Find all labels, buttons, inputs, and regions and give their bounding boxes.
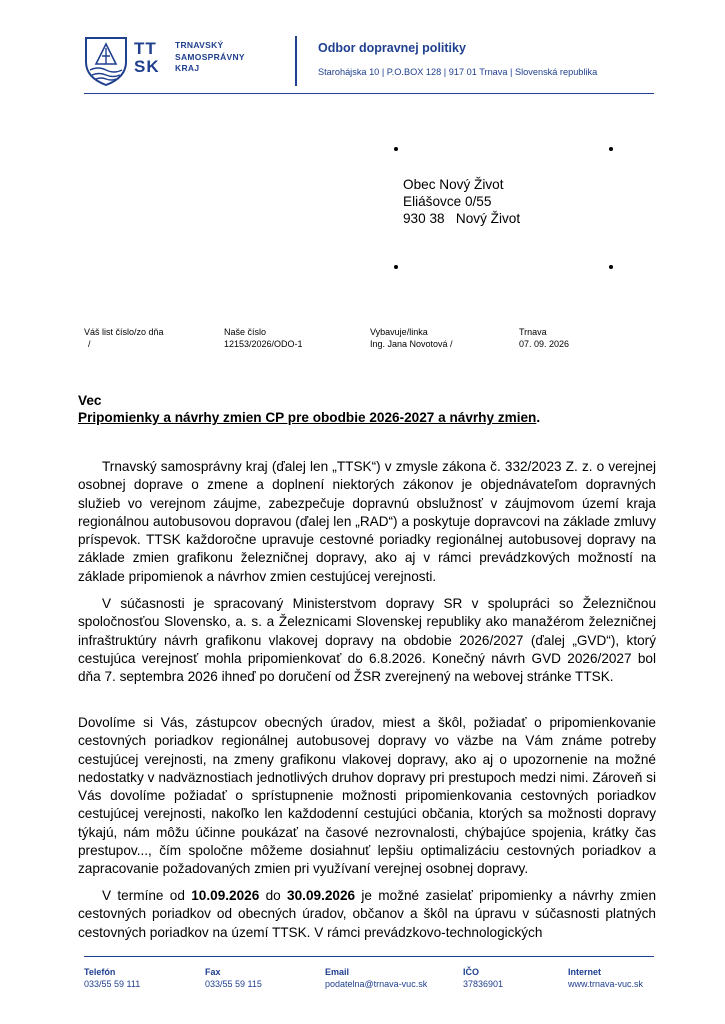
logo-wordmark bbox=[175, 40, 245, 75]
body-paragraph-1 bbox=[78, 458, 656, 586]
logo-line-2: SAMOSPRÁVNY bbox=[175, 51, 245, 62]
header-divider bbox=[295, 36, 297, 86]
subject-text: Pripomienky a návrhy zmien CP pre obodbie 2026-2027 a návrhy zmien bbox=[78, 410, 537, 425]
department-name: Odbor dopravnej politiky bbox=[318, 41, 466, 55]
footer-phone bbox=[84, 966, 140, 990]
department-address: Starohájska 10 | P.O.BOX 128 | 917 01 Trnava | Slovenská republika bbox=[318, 67, 598, 77]
recipient-city: 930 38 Nový Život bbox=[403, 211, 521, 226]
footer-web-label: Internet bbox=[568, 967, 602, 977]
subject-period: . bbox=[536, 410, 541, 425]
paragraph-text: Dovolíme si Vás, zástupcov obecných úradov, miest a škôl, požiadať o pripomienkovanie cestovných poriadkov regionálnej autobusovej dopravy vo väzbe na Vám známe potreby cestujúcej verejnosti, na zmeny grafikonu vlakovej dopravy, ako aj o upozornenie na možné nedostatky v nadväznostiach jednotlivých druhov dopravy pri prestupoch medzi nimi. Zároveň si Vás dovolíme požiadať o sprístupnenie možnosti pripomienkovania cestovných poriadkov cestujúcej verejnosti, nakoľko len každodenní cestujúci občania, ktorých sa možnosti dopravy týkajú, nám môžu účinne poukázať na časové nezrovnalosti, chýbajúce spojenia, krátky čas prestupov..., čím spoločne môžeme dosiahnuť lepšiu optimalizáciu cestovných poriadkov a zapracovanie požadovaných zmien pri využívaní verejnej osobnej dopravy. bbox=[78, 715, 656, 877]
ref-handled-by bbox=[370, 326, 453, 350]
paragraph-text: Trnavský samosprávny kraj (ďalej len „TTSK“) v zmysle zákona č. 332/2023 Z. z. o verejnej osobnej doprave o zmene a doplnení niektorých zákonov je objednávateľom dopravných služieb vo verejnom záujme, zabezpečuje dopravnú obslužnosť v záujmovom území kraja regionálnou autobusovou dopravou (ďalej len „RAD“) a poskytuje dopravcovi na základe zmluvy príspevok. TTSK každoročne upravuje cestovné poriadky regionálnej autobusovej dopravy na základe zmien grafikonu železničnej dopravy, ako aj v rámci prevádzkových možností na základe pripomienok a návrhov zmien cestujúcej verejnosti. bbox=[78, 459, 656, 584]
date-to: 30.09.2026 bbox=[287, 888, 356, 903]
body-paragraph-3 bbox=[78, 714, 656, 879]
ref-our-number-value: 12153/2026/ODO-1 bbox=[224, 339, 303, 349]
ref-our-number bbox=[224, 326, 303, 350]
body-paragraph-4 bbox=[78, 887, 656, 942]
window-corner-mark bbox=[394, 147, 398, 151]
logo-mark-line-1: TT bbox=[134, 39, 157, 58]
header-rule bbox=[84, 93, 654, 94]
ref-your-letter bbox=[84, 326, 164, 350]
ref-your-letter-label: Váš list číslo/zo dňa bbox=[84, 327, 164, 337]
p4-connector: do bbox=[259, 888, 288, 903]
footer-fax bbox=[205, 966, 262, 990]
ref-place: Trnava bbox=[519, 327, 547, 337]
p4-rest: je možné zasielať pripomienky a návrhy zmien cestovných poriadkov od obecných úradov, občanov a škôl na úpravu v súčasnosti platných cestovných poriadkov na území TTSK. V rámci prevádzkovo-technologických bbox=[78, 888, 657, 940]
window-corner-mark bbox=[609, 147, 613, 151]
ref-place-date bbox=[519, 326, 569, 350]
footer-web-value[interactable]: www.trnava-vuc.sk bbox=[568, 979, 644, 989]
body-paragraph-2 bbox=[78, 595, 656, 686]
logo-line-1: TRNAVSKÝ bbox=[175, 40, 224, 50]
ref-handled-by-value: Ing. Jana Novotová / bbox=[370, 339, 453, 349]
window-corner-mark bbox=[609, 265, 613, 269]
footer-phone-value: 033/55 59 111 bbox=[84, 979, 141, 989]
footer-rule bbox=[84, 956, 654, 957]
logo-line-3: KRAJ bbox=[175, 63, 200, 73]
window-corner-mark bbox=[394, 265, 398, 269]
logo-mark-line-2: SK bbox=[134, 57, 160, 76]
footer-email-label: Email bbox=[325, 967, 350, 977]
paragraph-text bbox=[78, 887, 656, 942]
recipient-name: Obec Nový Život bbox=[403, 177, 504, 192]
paragraph-text: V súčasnosti je spracovaný Ministerstvom dopravy SR v spolupráci so Železničnou spoločnosťou Slovensko, a. s. a Železnicami Slovenskej republiky ako manažérom železničnej infraštruktúry návrh grafikonu vlakovej dopravy na obdobie 2026/2027 (ďalej „GVD“), ktorý cestujúca verejnosť mohla pripomienkovať do 6.8.2026. Konečný návrh GVD 2026/2027 bol dňa 7. septembra 2026 ihneď po doručení od ŽSR zverejnený na webovej stránke TTSK. bbox=[78, 596, 656, 685]
ttsk-logo-mark bbox=[134, 40, 168, 78]
footer-fax-value: 033/55 59 115 bbox=[205, 979, 262, 989]
recipient-street: Eliášovce 0/55 bbox=[403, 194, 492, 209]
ref-our-number-label: Naše číslo bbox=[224, 327, 267, 337]
footer-web bbox=[568, 966, 643, 990]
coat-of-arms-logo bbox=[84, 36, 128, 86]
footer-ico-value: 37836901 bbox=[463, 979, 504, 989]
footer-phone-label: Telefón bbox=[84, 967, 116, 977]
ref-your-letter-value: / bbox=[88, 339, 91, 349]
ref-handled-by-label: Vybavuje/linka bbox=[370, 327, 428, 337]
subject-line bbox=[78, 409, 540, 426]
footer-email bbox=[325, 966, 427, 990]
date-from: 10.09.2026 bbox=[191, 888, 260, 903]
footer-ico-label: IČO bbox=[463, 967, 480, 977]
subject-label: Vec bbox=[78, 393, 102, 408]
p4-intro: V termíne od bbox=[102, 888, 192, 903]
footer-fax-label: Fax bbox=[205, 967, 221, 977]
footer-email-value[interactable]: podatelna@trnava-vuc.sk bbox=[325, 979, 428, 989]
ref-date: 07. 09. 2026 bbox=[519, 339, 570, 349]
footer-ico bbox=[463, 966, 503, 990]
recipient-address bbox=[403, 176, 520, 227]
